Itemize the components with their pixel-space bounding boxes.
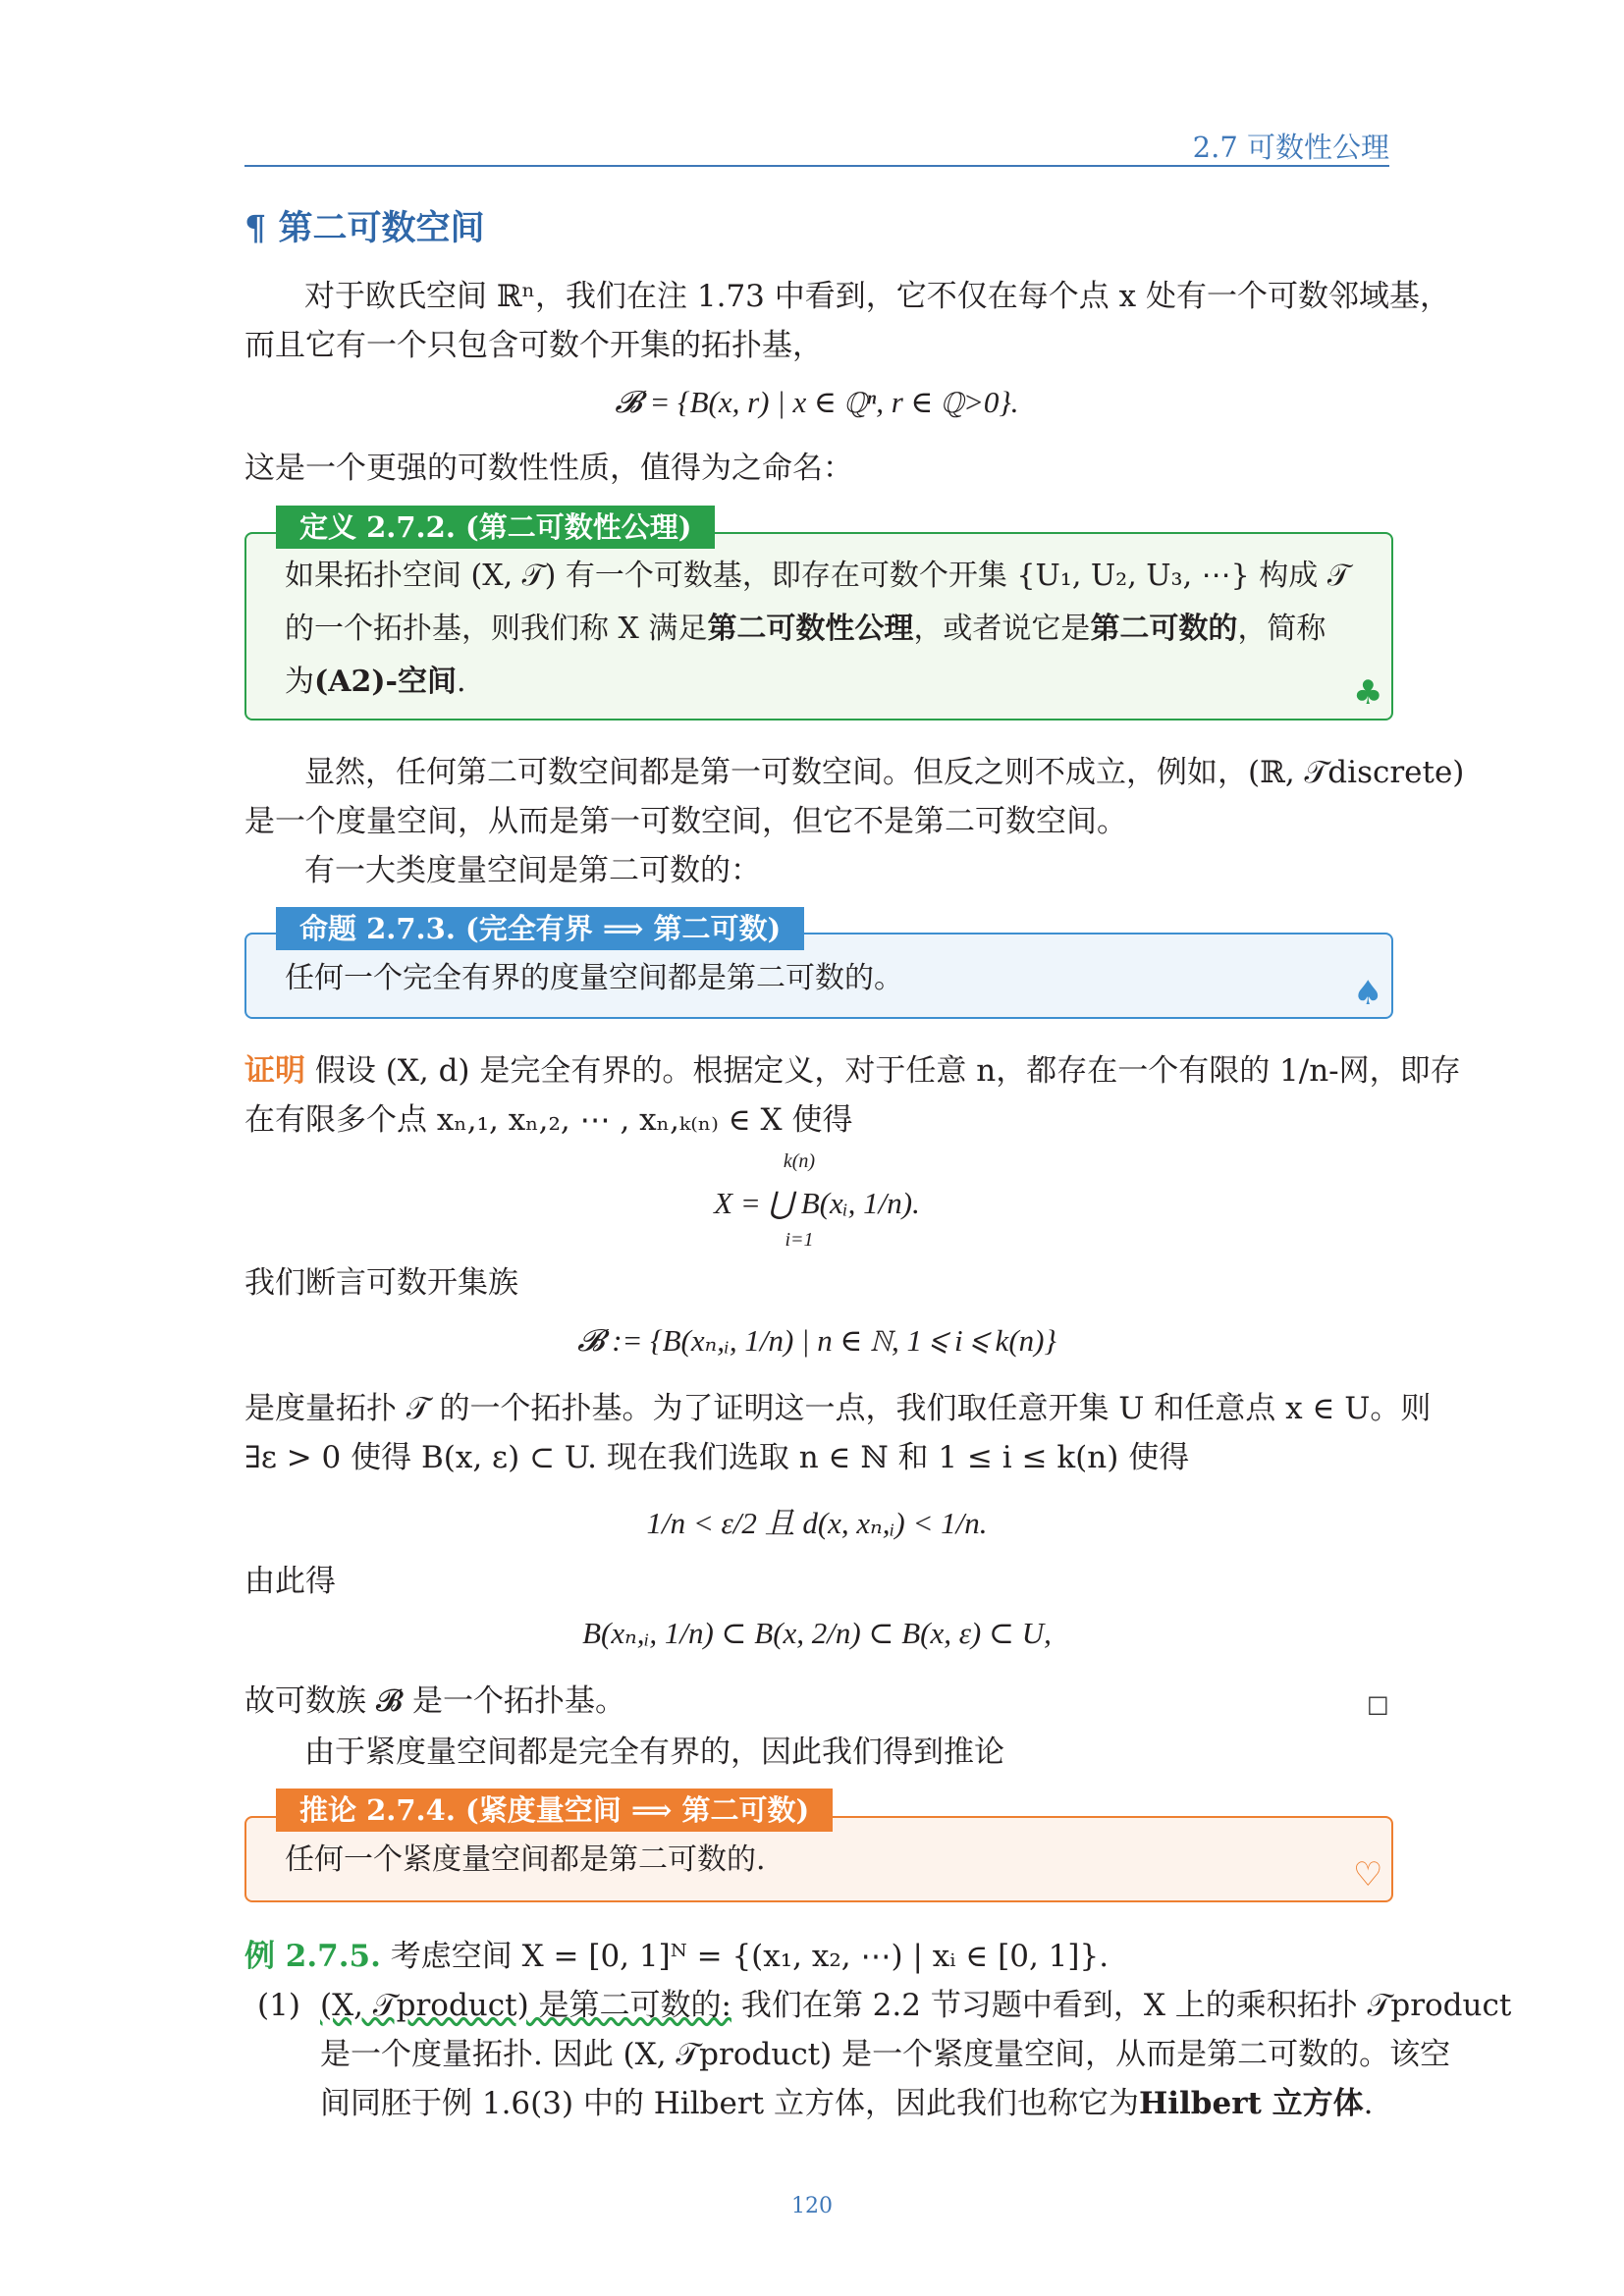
union-upper-limit: k(n) <box>783 1150 816 1172</box>
header-rule <box>244 165 1389 167</box>
union-formula-body: X = ⋃ B(xᵢ, 1/n). <box>714 1186 920 1220</box>
family-formula: 𝓑 := {B(xₙ,ᵢ, 1/n) | n ∈ ℕ, 1 ⩽ i ⩽ k(n)} <box>577 1323 1056 1358</box>
term-second-countable-axiom: 第二可数性公理 <box>707 612 914 646</box>
proof-line-2: 在有限多个点 xₙ,₁, xₙ,₂, ⋯ , xₙ,ₖ₍ₙ₎ ∈ X 使得 <box>244 1102 853 1138</box>
example-item-text: 我们在第 2.2 节习题中看到，X 上的乘积拓扑 𝒯product <box>740 1988 1512 2023</box>
running-header: 2.7 可数性公理 <box>1192 131 1389 164</box>
page-number: 120 <box>791 2194 833 2218</box>
definition-line-2 <box>285 603 1326 656</box>
corollary-line-1: 任何一个紧度量空间都是第二可数的. <box>285 1842 766 1877</box>
basis-formula: 𝓑 = {B(x, r) | x ∈ ℚⁿ, r ∈ ℚ>0}. <box>615 385 1019 419</box>
proof-line-4: 是度量拓扑 𝒯 的一个拓扑基。为了证明这一点，我们取任意开集 U 和任意点 x ∈ U。则 <box>244 1391 1432 1426</box>
proof-label: 证明 <box>244 1053 305 1089</box>
example-item-claim: (X, 𝒯product) 是第二可数的: <box>320 1988 731 2023</box>
definition-label: 定义 2.7.2. (第二可数性公理) <box>276 506 715 549</box>
term-second-countable: 第二可数的 <box>1090 612 1238 646</box>
union-lower-limit: i=1 <box>785 1229 814 1251</box>
proof-line-1 <box>244 1046 1461 1095</box>
definition-text: 的一个拓扑基，则我们称 X 满足 <box>285 612 708 646</box>
example-item-line-2: 是一个度量拓扑. 因此 (X, 𝒯product) 是一个紧度量空间，从而是第二可数的。该空 <box>320 2037 1451 2072</box>
club-icon: ♣ <box>1353 673 1383 713</box>
definition-line-1: 如果拓扑空间 (X, 𝒯) 有一个可数基，即存在可数个开集 {U₁, U₂, U₃, ⋯} 构成 𝒯 <box>285 559 1350 593</box>
example-text: 考虑空间 X = [0, 1]ᴺ = {(x₁, x₂, ⋯) | xᵢ ∈ [0, 1]}. <box>390 1939 1110 1974</box>
intro-line-1: 对于欧氏空间 ℝⁿ，我们在注 1.73 中看到，它不仅在每个点 x 处有一个可数邻域基， <box>304 279 1450 314</box>
example-label: 例 2.7.5. <box>244 1939 381 1974</box>
heart-icon: ♡ <box>1353 1855 1383 1895</box>
corollary-label: 推论 2.7.4. (紧度量空间 ⟹ 第二可数) <box>276 1789 833 1832</box>
proposition-label: 命题 2.7.3. (完全有界 ⟹ 第二可数) <box>276 907 804 950</box>
example-item-line-1 <box>320 1981 1511 2030</box>
inclusion-formula: B(xₙ,ᵢ, 1/n) ⊂ B(x, 2/n) ⊂ B(x, ε) ⊂ U, <box>582 1616 1052 1650</box>
proposition-line-1: 任何一个完全有界的度量空间都是第二可数的。 <box>285 961 903 995</box>
proof-text: 假设 (X, d) 是完全有界的。根据定义，对于任意 n，都存在一个有限的 1/n-网，即存 <box>314 1053 1461 1089</box>
proof-line-6: 由此得 <box>244 1564 336 1599</box>
section-heading: ¶ 第二可数空间 <box>244 208 485 248</box>
example-item-line-3 <box>320 2079 1374 2128</box>
intro-line-2: 而且它有一个只包含可数个开集的拓扑基， <box>244 328 823 363</box>
example-line-1 <box>244 1932 1109 1981</box>
union-formula <box>244 1152 1389 1251</box>
para2-line-2: 是一个度量空间，从而是第一可数空间，但它不是第二可数空间。 <box>244 804 1127 839</box>
intro-line-3: 这是一个更强的可数性性质，值得为之命名： <box>244 451 853 486</box>
proof-line-3: 我们断言可数开集族 <box>244 1265 518 1301</box>
definition-text: ，或者说它是 <box>913 612 1091 646</box>
qed-icon: □ <box>1367 1690 1389 1718</box>
definition-line-3 <box>285 656 466 709</box>
example-item-text: 间同胚于例 1.6(3) 中的 Hilbert 立方体，因此我们也称它为 <box>320 2086 1139 2121</box>
definition-text: . <box>457 665 466 699</box>
para2-line-3: 有一大类度量空间是第二可数的： <box>304 853 761 888</box>
example-item-text: . <box>1363 2086 1374 2121</box>
para2-line-1: 显然，任何第二可数空间都是第一可数空间。但反之则不成立，例如，(ℝ, 𝒯discrete) <box>304 755 1465 790</box>
proof-line-7: 故可数族 𝓑 是一个拓扑基。 <box>244 1683 626 1719</box>
choice-formula: 1/n < ε/2 且 d(x, xₙ,ᵢ) < 1/n. <box>646 1506 988 1540</box>
definition-text: ，简称 <box>1237 612 1326 646</box>
proof-line-5: ∃ε > 0 使得 B(x, ε) ⊂ U. 现在我们选取 n ∈ ℕ 和 1 ≤ i ≤ k(n) 使得 <box>244 1440 1190 1475</box>
para3-line-1: 由于紧度量空间都是完全有界的，因此我们得到推论 <box>304 1735 1004 1770</box>
example-item-number: (1) <box>257 1988 300 2023</box>
definition-text: 为 <box>285 665 314 699</box>
term-hilbert-cube: Hilbert 立方体 <box>1138 2086 1364 2121</box>
spade-icon: ♠ <box>1353 974 1383 1013</box>
term-a2-space: (A2)-空间 <box>314 665 457 699</box>
